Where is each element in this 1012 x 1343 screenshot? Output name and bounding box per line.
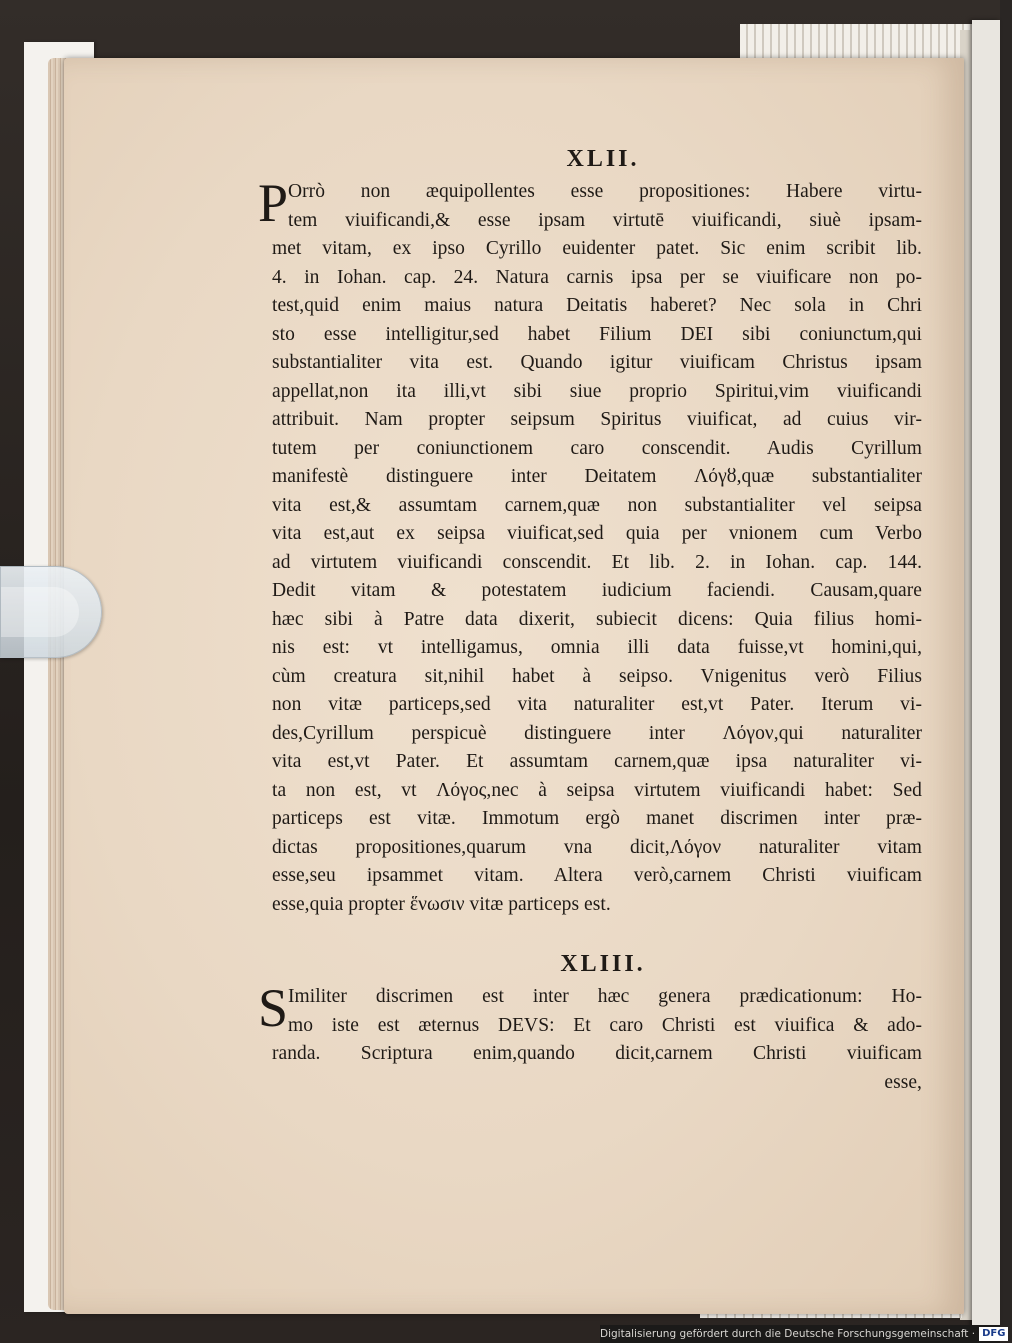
neighbour-page-edge-top [740, 24, 972, 60]
dfg-footer [600, 1325, 1006, 1343]
text-line: esse,quia propter ἕνωσιν vitæ particeps est. [272, 893, 611, 915]
page-clip-highlight [1, 587, 79, 637]
text-line: appellat,non ita illi,vt sibi siue proprio Spiritui,vim viuificandi [272, 380, 922, 402]
drop-cap: S [258, 978, 289, 1038]
text-line: manifestè distinguere inter Deitatem Λόγȣ,quæ substantialiter [272, 466, 922, 487]
section-gap [272, 919, 922, 945]
text-line: met vitam, ex ipso Cyrillo euidenter patet. Sic enim scribit lib. [272, 238, 922, 259]
text-line: hæc sibi à Patre data dixerit, subiecit dicens: Quia filius homi- [272, 608, 922, 630]
dfg-logo: DFG [979, 1327, 1008, 1341]
text-line: test,quid enim maius natura Deitatis haberet? Nec sola in Chri [272, 295, 922, 316]
text-line: tem viuificandi,& esse ipsam virtutē viuificandi, siuè ipsam- [288, 209, 922, 231]
section-heading: XLII. [566, 146, 640, 172]
drop-cap: P [258, 173, 289, 233]
catchword: esse, [884, 1071, 922, 1093]
text-line: nis est: vt intelligamus, omnia illi data fuisse,vt homini,qui, [272, 637, 922, 658]
text-line: dictas propositiones,quarum vna dicit,Λόγον naturaliter vitam [272, 836, 922, 858]
paragraph-xliii [258, 978, 922, 1097]
text-line: attribuit. Nam propter seipsum Spiritus viuificat, ad cuius vir- [272, 409, 922, 430]
footer-text: Digitalisierung gefördert durch die Deutsche Forschungsgemeinschaft · [600, 1328, 976, 1340]
text-line: Dedit vitam & potestatem iudicium faciendi. Causam,quare [272, 580, 922, 601]
neighbour-page-cover [972, 20, 1000, 1330]
text-line: sto esse intelligitur,sed habet Filium DEI sibi coniunctum,qui [272, 323, 922, 345]
text-line: 4. in Iohan. cap. 24. Natura carnis ipsa per se viuificare non po- [272, 266, 922, 288]
text-line: cùm creatura sit,nihil habet à seipso. Vnigenitus verò Filius [272, 665, 922, 687]
text-line: ta non est, vt Λόγος,nec à seipsa virtutem viuificandi habet: Sed [272, 779, 922, 801]
text-line: vita est,aut ex seipsa viuificat,sed quia per vnionem cum Verbo [272, 523, 922, 544]
text-line: vita est,& assumtam carnem,quæ non substantialiter vel seipsa [272, 494, 922, 516]
text-line: mo iste est æternus DEVS: Et caro Christi est viuifica & ado- [288, 1014, 922, 1036]
text-line: vita est,vt Pater. Et assumtam carnem,quæ ipsa naturaliter vi- [272, 751, 922, 772]
text-line: tutem per coniunctionem caro conscendit. Audis Cyrillum [272, 437, 922, 459]
section-heading: XLIII. [560, 951, 646, 977]
paragraph-xlii [258, 173, 922, 919]
text-line: particeps est vitæ. Immotum ergò manet discrimen inter præ- [272, 808, 922, 829]
text-line: non vitæ particeps,sed vita naturaliter est,vt Pater. Iterum vi- [272, 694, 922, 715]
text-line: esse,seu ipsammet vitam. Altera verò,carnem Christi viuificam [272, 865, 922, 886]
text-line: des,Cyrillum perspicuè distinguere inter Λόγον,qui naturaliter [272, 722, 922, 744]
text-line: Imiliter discrimen est inter hæc genera prædicationum: Ho- [288, 986, 922, 1007]
text-line: Orrò non æquipollentes esse propositiones: Habere virtu- [288, 181, 922, 202]
text-block [258, 140, 922, 1097]
text-line: substantialiter vita est. Quando igitur viuificam Christus ipsam [272, 352, 922, 373]
text-line: randa. Scriptura enim,quando dicit,carnem Christi viuificam [272, 1043, 922, 1064]
text-line: ad virtutem viuificandi conscendit. Et lib. 2. in Iohan. cap. 144. [272, 551, 922, 573]
page-clip [0, 566, 102, 658]
